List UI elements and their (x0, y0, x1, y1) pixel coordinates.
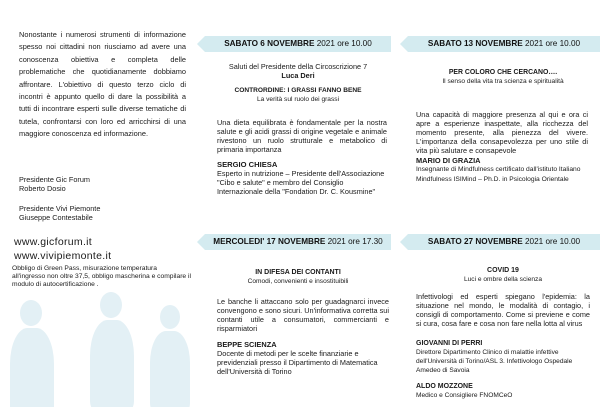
president-title: Presidente Gic Forum (19, 175, 90, 184)
silhouette-decoration (160, 305, 180, 329)
speaker-bio: Insegnante di Mindfulness certificato dall'istituto Italiano Mindfulness ISIMind – Ph.D. in Psicologia Orientale (416, 166, 581, 183)
event-time: 2021 ore 17.30 (327, 237, 383, 246)
president-gic (19, 175, 189, 193)
speaker-name: BEPPE SCIENZA (217, 340, 277, 349)
event-date: SABATO 13 NOVEMBRE (427, 39, 523, 48)
silhouette-decoration (100, 292, 122, 318)
event-nov27 (408, 266, 598, 284)
greeting-name: Luca Deri (281, 71, 315, 80)
covid-notice: Obbligo di Green Pass, misurazione temperatura all'ingresso non oltre 37,5, obbligo mascherina e compilare il modulo di autocertificazione . (12, 265, 191, 289)
event-nov6-description: Una dieta equilibrata è fondamentale per la nostra salute e gli acidi grassi di origine vegetale e animale rivestono un ruolo strutturale e metabolico di primaria importanza (217, 118, 387, 154)
event-nov27-speaker2 (416, 382, 594, 400)
event-nov17 (205, 268, 391, 286)
intro-column (0, 0, 200, 407)
silhouette-decoration (150, 331, 190, 407)
event-nov27-speaker1 (416, 339, 594, 375)
speaker-bio: Docente di metodi per le scelte finanziarie e previdenziali presso il Dipartimento di Matematica dell'Università di Torino (217, 349, 378, 376)
speaker-name: SERGIO CHIESA (217, 160, 278, 169)
intro-text: Nonostante i numerosi strumenti di informazione spesso noi cittadini non riusciamo ad avere una conoscenza obiettiva e completa delle problematiche che quotidianamente dobbiamo affrontare. L'obiettivo di questo terzo ciclo di incontri è appunto quello di dare la possibilità a tutti di incontrare esperti sulle diverse tematiche di tutela, confrontarsi con loro ed arricchirsi di una maggiore conoscenza ed informazione. (19, 30, 186, 139)
silhouette-decoration (10, 328, 54, 407)
speaker-name: GIOVANNI DI PERRI (416, 340, 483, 347)
topic-title: IN DIFESA DEI CONTANTI (255, 269, 341, 276)
event-nov13-speaker (416, 156, 592, 184)
event-nov13-description: Una capacità di maggiore presenza al qui e ora ci apre a esperienze inaspettate, alla ricchezza del momento presente, alla pienezza del vivere. L'importanza della consapevolezza per uno stile di vita più salutare e consapevole (416, 110, 588, 155)
speaker-bio: Medico e Consigliere FNOMCeO (416, 392, 513, 399)
website-gicforum[interactable]: www.gicforum.it (14, 236, 93, 248)
event-time: 2021 ore 10.00 (524, 237, 581, 246)
date-banner-nov13 (408, 36, 600, 52)
event-date: SABATO 27 NOVEMBRE (427, 237, 523, 246)
topic-title: COVID 19 (487, 267, 519, 274)
topic-title: CONTRORDINE: I GRASSI FANNO BENE (234, 87, 362, 94)
topic-subtitle: Comodi, convenienti e insostituibili (247, 278, 349, 285)
greeting-text: Saluti del Presidente della Circoscrizione 7 (228, 62, 368, 71)
event-nov27-description: Infettivologi ed esperti spiegano l'epidemia: la situazione nel mondo, le modalità di contagio, i consigli di comportamento. Come si previene e come si cura, cosa fare e cosa non fare nella lotta al virus (416, 292, 590, 328)
event-date: MERCOLEDI' 17 NOVEMBRE (213, 237, 326, 246)
topic-subtitle: Luci e ombre della scienza (463, 276, 543, 283)
date-banner-nov17 (205, 234, 391, 250)
website-vivipiemonte[interactable]: www.vivipiemonte.it (14, 250, 112, 262)
president-name: Giuseppe Contestabile (19, 213, 93, 222)
date-banner-nov27 (408, 234, 600, 250)
event-nov6-speaker (217, 160, 387, 196)
speaker-bio: Esperto in nutrizione – Presidente dell'Associazione "Cibo e salute" e membro del Consiglio Internazionale della "Fondation Dr. C. Kousmine" (217, 169, 385, 196)
silhouette-decoration (20, 300, 42, 326)
speaker-name: ALDO MOZZONE (416, 383, 473, 390)
speaker-name: MARIO DI GRAZIA (416, 156, 481, 165)
silhouette-decoration (90, 320, 134, 407)
event-time: 2021 ore 10.00 (316, 39, 372, 48)
topic-subtitle: Il senso della vita tra scienza e spiritualità (442, 78, 564, 85)
event-nov17-description: Le banche li attaccano solo per guadagnarci invece convengono e sono sicuri. Un'informativa corretta sui contanti utile a consumatori, commercianti e risparmiatori (217, 297, 389, 333)
president-name: Roberto Dosio (19, 184, 66, 193)
speaker-bio: Direttore Dipartimento Clinico di malattie infettive dell'Università di Torino/ASL 3. Infettivologo Ospedale Amedeo di Savoia (416, 349, 573, 374)
date-banner-nov6 (205, 36, 391, 52)
event-date: SABATO 6 NOVEMBRE (224, 39, 315, 48)
president-vivi (19, 204, 189, 222)
president-title: Presidente Vivi Piemonte (19, 204, 101, 213)
event-nov13 (408, 68, 598, 86)
event-nov17-speaker (217, 340, 391, 376)
topic-subtitle: La verità sul ruolo dei grassi (256, 96, 340, 103)
event-time: 2021 ore 10.00 (524, 39, 581, 48)
topic-title: PER COLORO CHE CERCANO…. (448, 69, 558, 76)
event-nov6 (205, 62, 391, 104)
